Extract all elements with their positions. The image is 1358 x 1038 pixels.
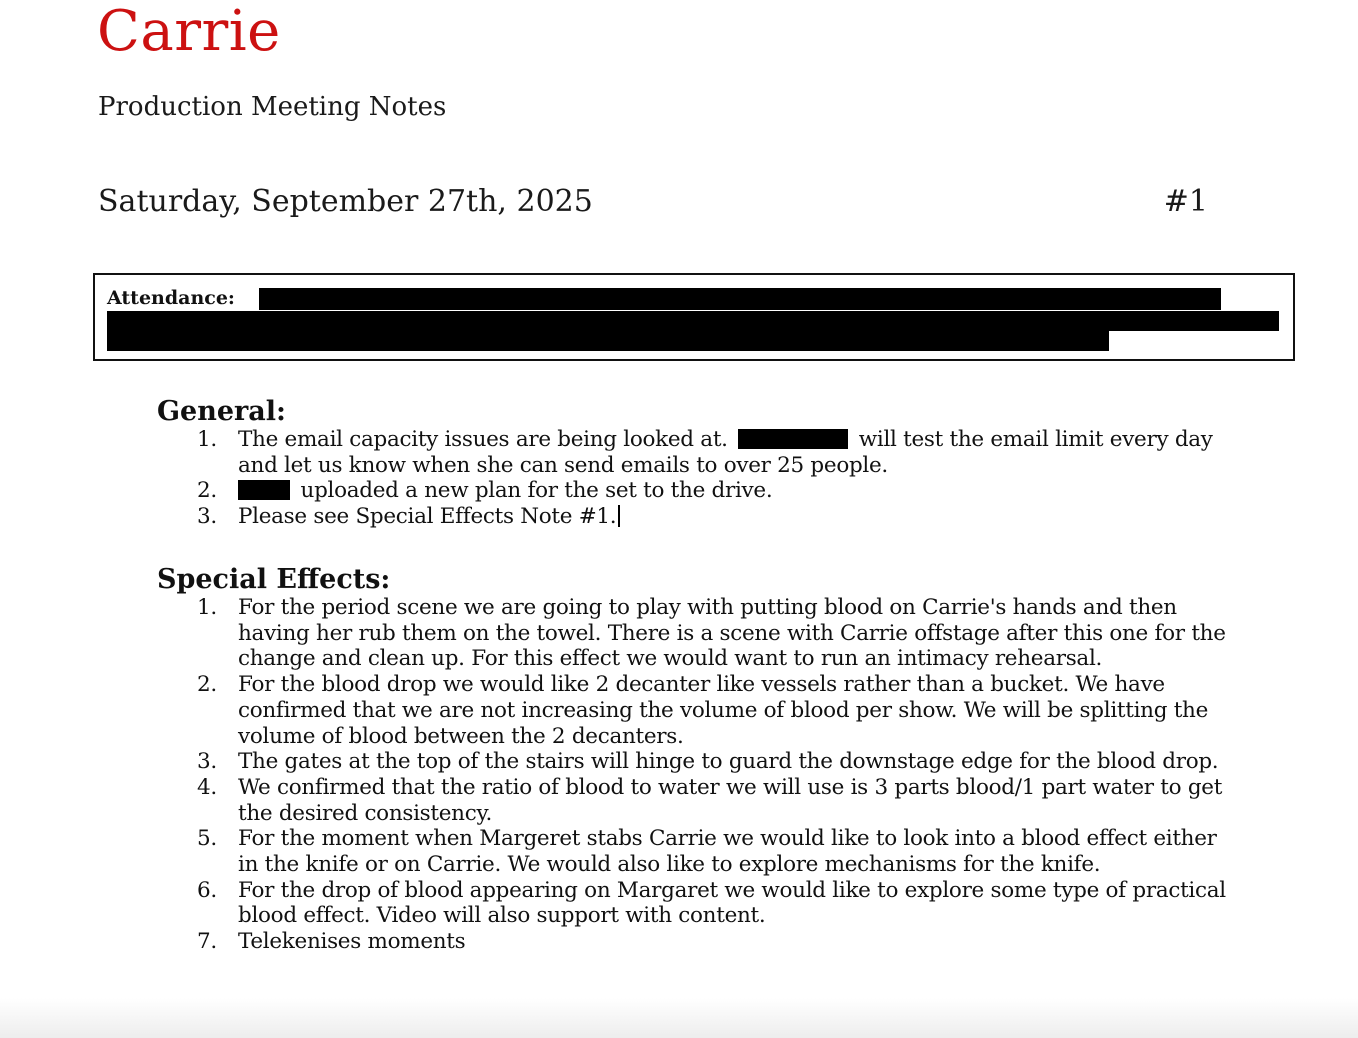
item-text: uploaded a new plan for the set to the drive.: [300, 478, 773, 504]
special-effects-list: [157, 595, 1237, 955]
item-text: For the blood drop we would like 2 decanter like vessels rather than a bucket. We have confirmed that we are not increasing the volume of blood per show. We will be splitting the volume of blood between the 2 decanters.: [238, 672, 1209, 749]
list-item: [157, 427, 1237, 478]
document-title: Carrie: [97, 0, 281, 64]
item-text: The gates at the top of the stairs will hinge to guard the downstage edge for the blood drop.: [238, 749, 1219, 775]
list-item: [157, 878, 1237, 929]
bottom-fade: [0, 998, 1358, 1038]
item-text: For the period scene we are going to play with putting blood on Carrie's hands and then having her rub them on the towel. There is a scene with Carrie offstage after this one for the change and clean up. For this effect we would want to run an intimacy rehearsal.: [238, 595, 1226, 672]
list-item: [157, 478, 1237, 504]
item-text: We confirmed that the ratio of blood to water we will use is 3 parts blood/1 part water to get the desired consistency.: [238, 774, 1223, 826]
general-heading: General:: [157, 396, 286, 427]
attendance-label: Attendance:: [107, 287, 235, 309]
general-section: [157, 397, 1237, 530]
item-number: 3.: [197, 749, 217, 775]
item-text: Telekenises moments: [238, 929, 466, 955]
item-number: 7.: [197, 929, 217, 955]
attendance-redaction-3: [107, 331, 1109, 351]
item-text: For the drop of blood appearing on Margaret we would like to explore some type of practical blood effect. Video will also support with content.: [238, 877, 1226, 929]
list-item: [157, 775, 1237, 826]
text-cursor: [618, 505, 620, 527]
item-number: 4.: [197, 774, 217, 800]
name-redaction: [238, 480, 290, 500]
name-redaction: [738, 429, 848, 449]
list-item: [157, 826, 1237, 877]
item-text: will test the email limit every day and let us know when she can send emails to over 25 people.: [238, 427, 1213, 478]
item-number: 2.: [197, 478, 217, 504]
date-row: [98, 183, 1208, 221]
item-number: 5.: [197, 826, 217, 852]
list-item: [157, 595, 1237, 672]
item-text: The email capacity issues are being looked at.: [238, 427, 728, 452]
item-number: 1.: [197, 595, 217, 620]
item-number: 2.: [197, 672, 217, 698]
item-text: For the moment when Margeret stabs Carrie we would like to look into a blood effect either in the knife or on Carrie. We would also like to explore mechanisms for the knife.: [238, 826, 1217, 878]
item-number: 6.: [197, 877, 217, 903]
special-effects-section: [157, 565, 1237, 955]
meeting-date: Saturday, September 27th, 2025: [98, 184, 593, 219]
attendance-redaction-2: [107, 311, 1279, 331]
item-number: 3.: [197, 504, 217, 530]
attendance-box: [93, 273, 1295, 361]
list-item: [157, 504, 1237, 530]
document-subtitle: Production Meeting Notes: [98, 92, 447, 122]
item-number: 1.: [197, 427, 217, 452]
meeting-number: #1: [1163, 184, 1208, 219]
list-item: [157, 672, 1237, 749]
general-list: [157, 427, 1237, 530]
attendance-redaction-1: [259, 288, 1221, 310]
list-item: [157, 749, 1237, 775]
special-effects-heading: Special Effects:: [157, 564, 391, 595]
item-text: Please see Special Effects Note #1.: [238, 504, 617, 530]
list-item: [157, 929, 1237, 955]
